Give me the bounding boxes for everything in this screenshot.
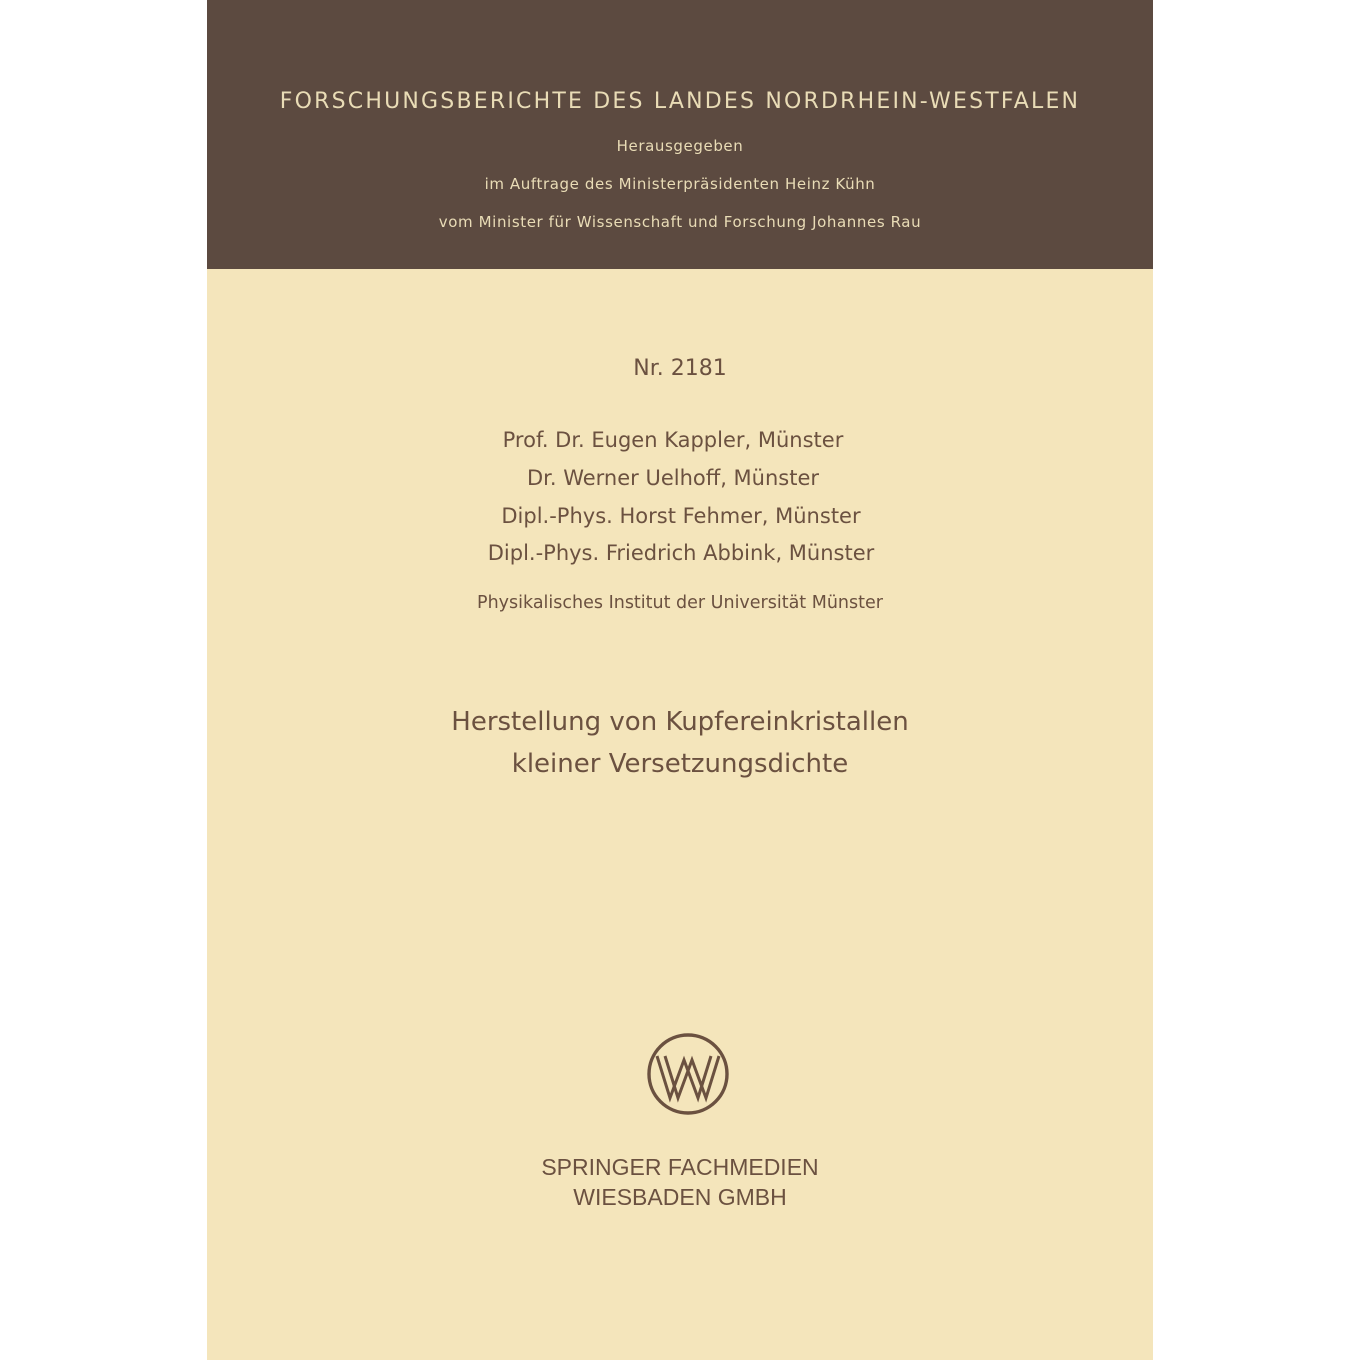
editor-line-3: vom Minister für Wissenschaft und Forschung Johannes Rau bbox=[438, 213, 922, 231]
cover-header-band bbox=[207, 0, 1153, 269]
publisher-line-1: SPRINGER FACHMEDIEN bbox=[541, 1154, 819, 1180]
author-name: Dr. Werner Uelhoff, Münster bbox=[526, 466, 820, 490]
institute-name: Physikalisches Institut der Universität Münster bbox=[477, 593, 883, 613]
book-cover bbox=[207, 0, 1153, 1360]
publisher-line-2: WIESBADEN GMBH bbox=[573, 1184, 787, 1210]
publisher-name bbox=[207, 1152, 1153, 1212]
book-title-line-1: Herstellung von Kupfereinkristallen bbox=[451, 707, 909, 737]
publisher-logo-icon bbox=[646, 1032, 730, 1116]
book-title-line-2: kleiner Versetzungsdichte bbox=[511, 749, 849, 779]
editor-line-1: Herausgegeben bbox=[616, 137, 744, 155]
book-title bbox=[207, 701, 1153, 785]
author-name: Dipl.-Phys. Friedrich Abbink, Münster bbox=[487, 541, 875, 565]
editor-line-2: im Auftrage des Ministerpräsidenten Heinz Kühn bbox=[484, 175, 876, 193]
author-name: Prof. Dr. Eugen Kappler, Münster bbox=[502, 428, 844, 452]
series-title: FORSCHUNGSBERICHTE DES LANDES NORDRHEIN-WESTFALEN bbox=[279, 89, 1081, 114]
author-name: Dipl.-Phys. Horst Fehmer, Münster bbox=[501, 504, 861, 528]
report-number: Nr. 2181 bbox=[633, 356, 727, 381]
